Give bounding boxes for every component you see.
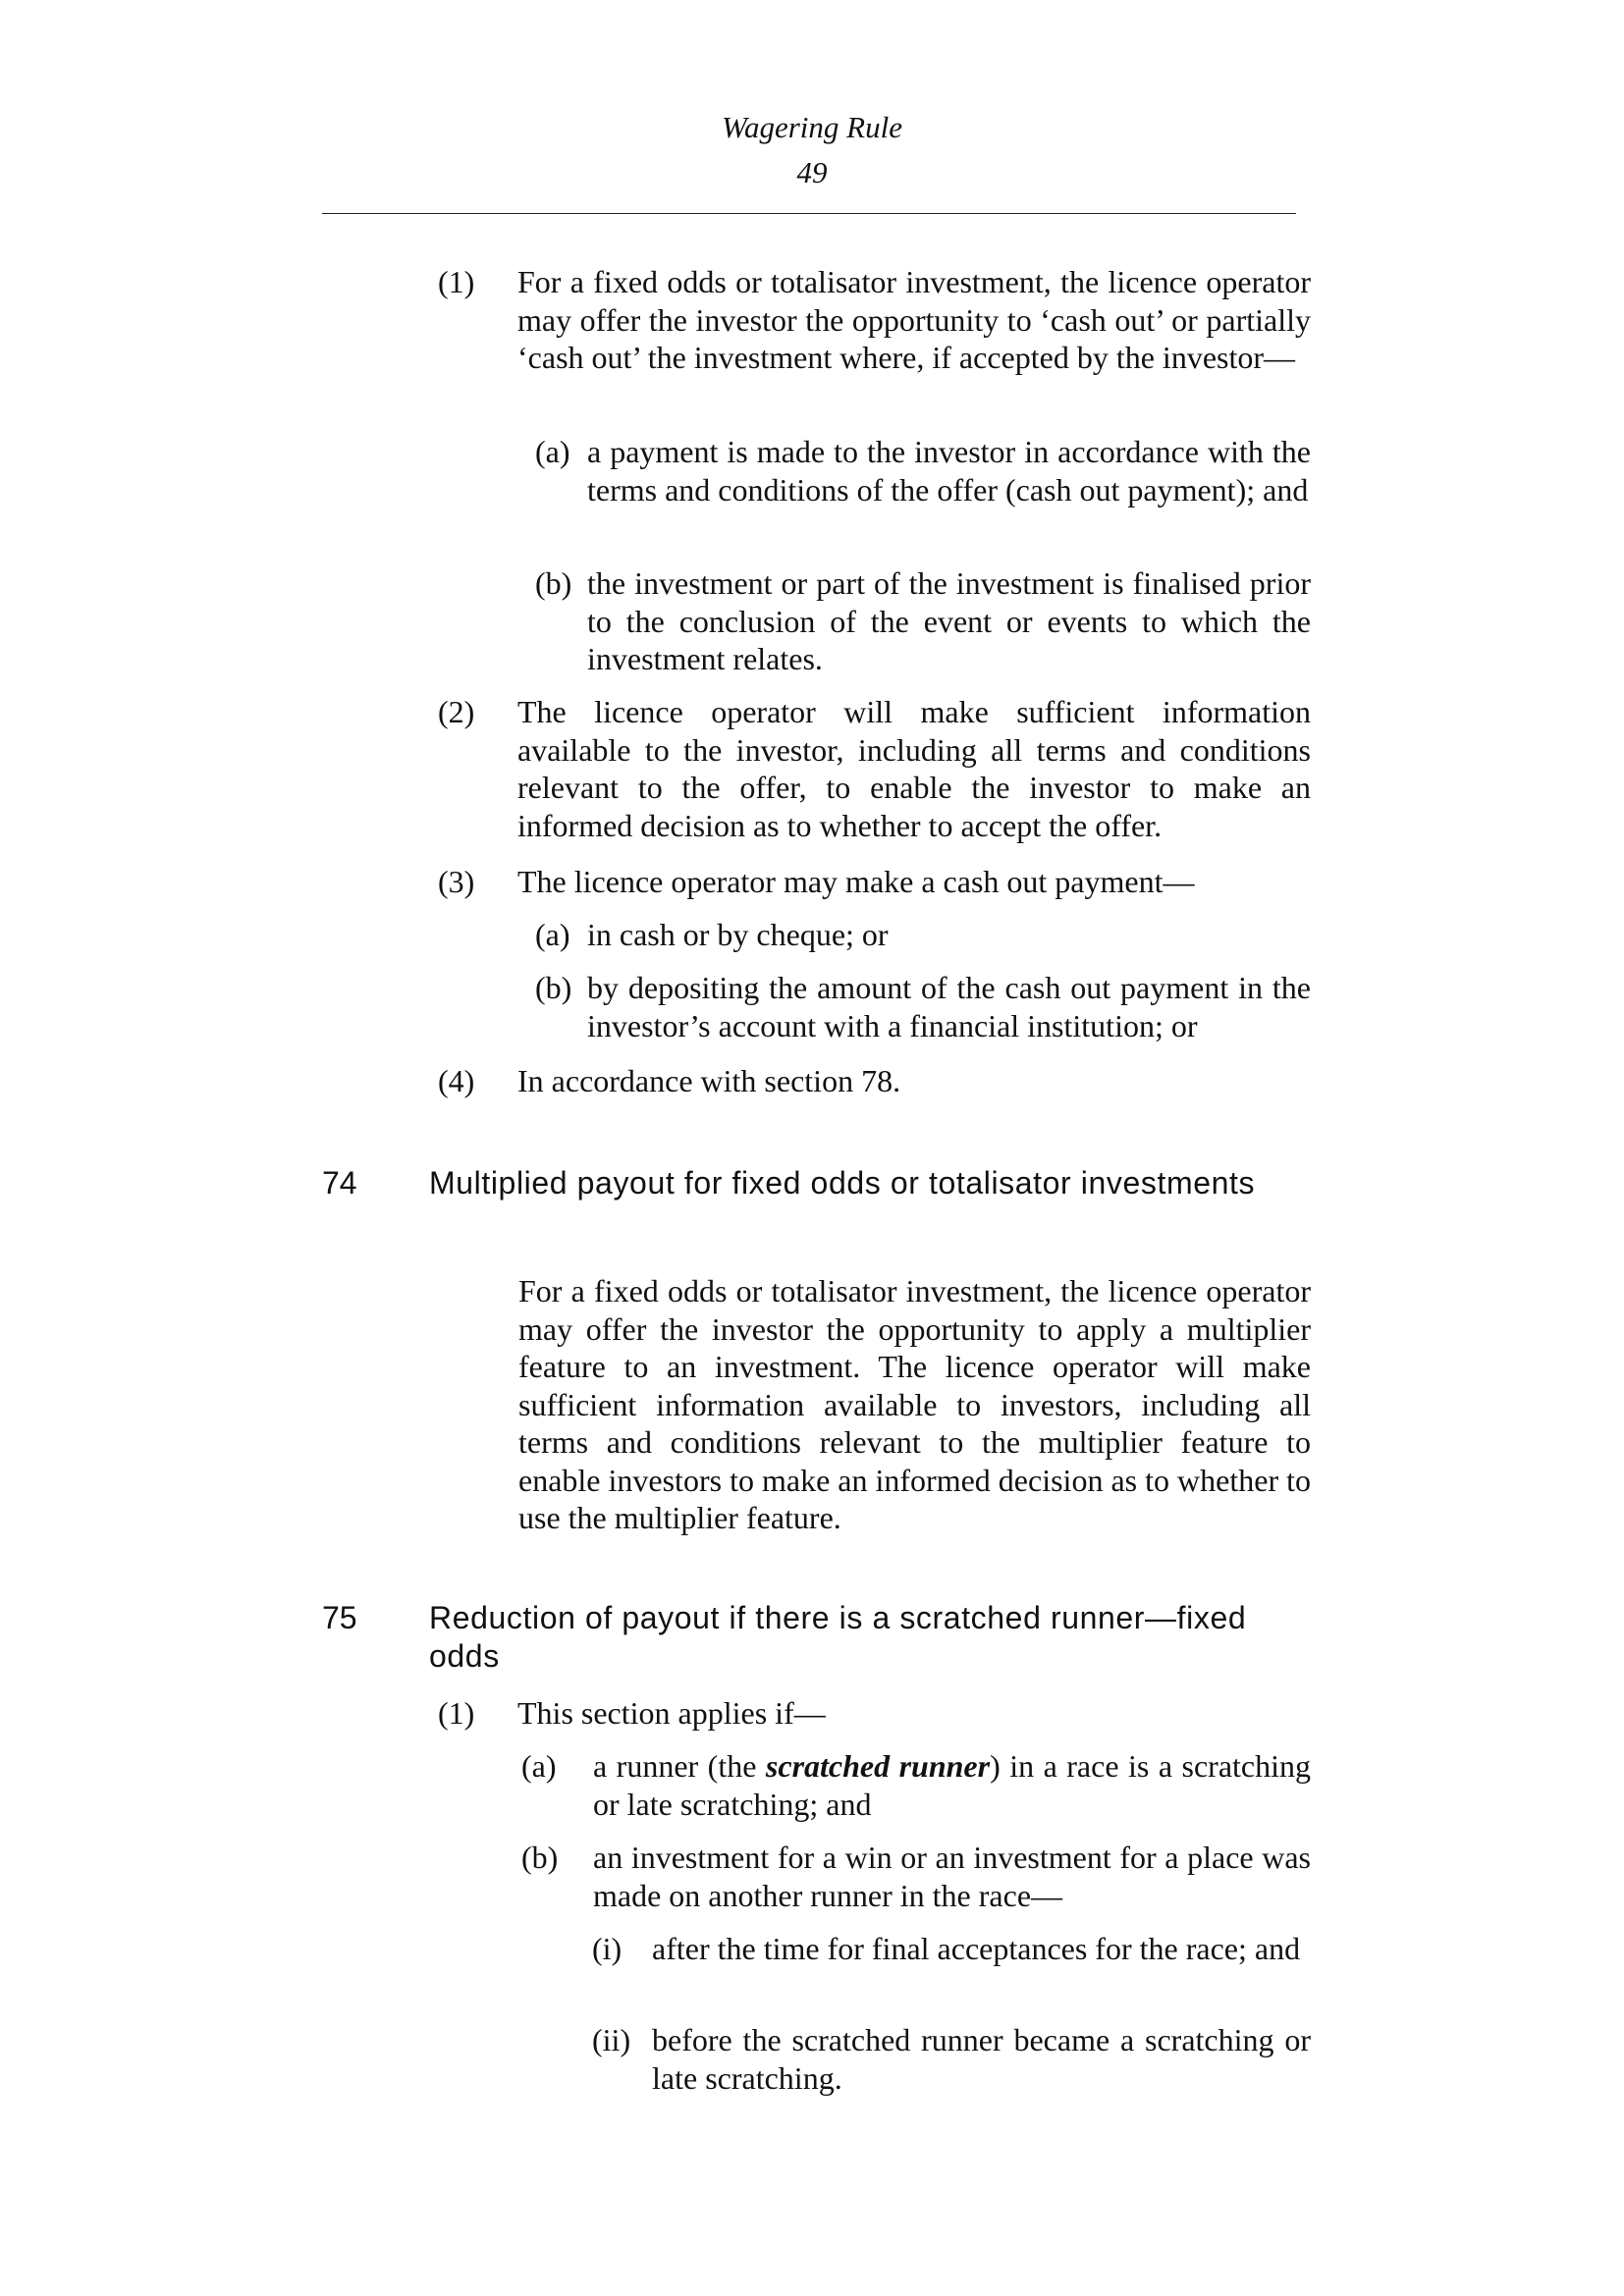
paragraph-number: (b) xyxy=(521,1840,559,1875)
defined-term: scratched runner xyxy=(765,1748,991,1784)
paragraph-number: (a) xyxy=(535,434,570,469)
paragraph-text: the investment or part of the investment is finalised prior to the conclusion of the event or events to which the investment relates. xyxy=(587,565,1311,676)
paragraph-number: (a) xyxy=(521,1748,557,1784)
paragraph-number: (b) xyxy=(535,970,572,1005)
paragraph-text: in cash or by cheque; or xyxy=(587,917,889,952)
paragraph-text-post: ) in a race is a scratching or late scratching; and xyxy=(593,1748,1312,1822)
paragraph-number: (a) xyxy=(535,917,570,952)
paragraph-text-pre: a runner (the xyxy=(593,1748,766,1784)
section-number: 75 xyxy=(322,1600,357,1635)
section-body: For a fixed odds or totalisator investment, the licence operator may offer the investor the opportunity to apply a multiplier feature to an investment. The licence operator will make sufficient information available to investors, including all terms and conditions relevant to the multiplier feature to enable investors to make an informed decision as to whether to use the multiplier feature. xyxy=(518,1273,1311,1535)
header-divider xyxy=(322,213,1296,214)
subparagraph-text: before the scratched runner became a scratching or late scratching. xyxy=(652,2022,1311,2096)
page-number: 49 xyxy=(796,155,828,189)
paragraph-text: by depositing the amount of the cash out payment in the investor’s account with a financial institution; or xyxy=(587,970,1311,1043)
subsection-number: (3) xyxy=(438,864,475,899)
subsection-number: (1) xyxy=(438,264,475,299)
section-heading: Reduction of payout if there is a scratched runner—fixed odds xyxy=(429,1600,1247,1674)
subparagraph-text: after the time for final acceptances for the race; and xyxy=(652,1931,1301,1966)
running-header-title: Wagering Rule xyxy=(722,110,902,144)
subparagraph-number: (i) xyxy=(592,1931,623,1966)
subparagraph-number: (ii) xyxy=(592,2022,631,2057)
subsection-number: (4) xyxy=(438,1063,475,1098)
subsection-text: The licence operator may make a cash out payment— xyxy=(517,864,1195,899)
subsection-text: For a fixed odds or totalisator investment, the licence operator may offer the investor the opportunity to ‘cash out’ or partially ‘cash out’ the investment where, if accepted by the investor— xyxy=(517,264,1311,375)
subsection-text: In accordance with section 78. xyxy=(517,1063,901,1098)
subsection-number: (2) xyxy=(438,694,475,729)
subsection-number: (1) xyxy=(438,1695,475,1731)
section-number: 74 xyxy=(322,1165,357,1201)
paragraph-number: (b) xyxy=(535,565,572,601)
section-heading: Multiplied payout for fixed odds or totalisator investments xyxy=(429,1165,1256,1201)
paragraph-text: a payment is made to the investor in accordance with the terms and conditions of the offer (cash out payment); and xyxy=(587,434,1311,507)
subsection-text: This section applies if— xyxy=(517,1695,826,1731)
paragraph-text: an investment for a win or an investment for a place was made on another runner in the race— xyxy=(593,1840,1311,1913)
subsection-text: The licence operator will make sufficient information available to the investor, including all terms and conditions relevant to the offer, to enable the investor to make an informed decision as to whether to accept the offer. xyxy=(517,694,1311,843)
paragraph-text xyxy=(593,1747,1311,1823)
